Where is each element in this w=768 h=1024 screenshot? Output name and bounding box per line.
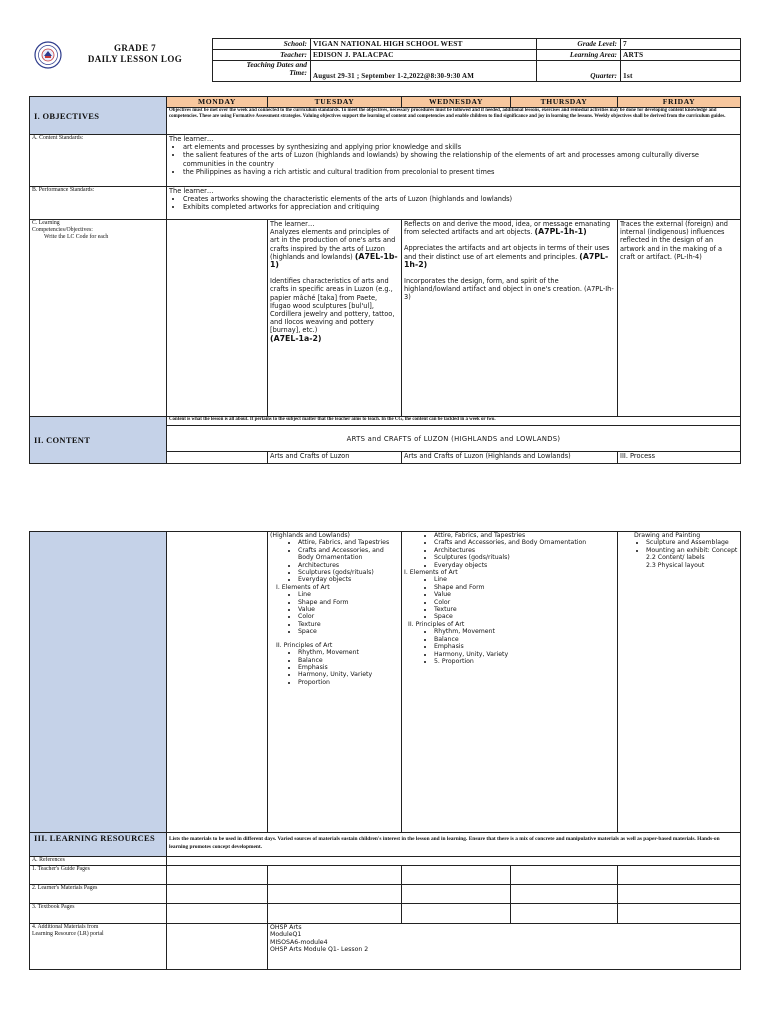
- lm-tuesday: [268, 885, 402, 904]
- competencies-label-line3: Write the LC Code for each: [44, 234, 109, 240]
- lr-value: OHSP Arts Module Q1- Lesson 2: [270, 946, 369, 954]
- principle-item: • Rhythm, Movement: [298, 649, 399, 656]
- lr-value: ModuleQ1: [270, 931, 302, 939]
- process-sub-item: 2.2 Content/ labels: [646, 554, 705, 562]
- quarter-label: Quarter:: [537, 61, 621, 82]
- process-sub-item: 2.3 Physical layout: [646, 561, 705, 569]
- learning-area-label: Learning Area:: [537, 50, 621, 61]
- principle-item: • Emphasis: [434, 643, 615, 650]
- lc-code: (A7PL-1h-2): [404, 251, 609, 269]
- competencies-wednesday: [402, 220, 618, 417]
- competencies-friday: Traces the external (foreign) and internal (indigenous) influences reflected in the design of an artwork and in the making of a craft or artifact. (PL-Ih-4): [618, 220, 741, 417]
- lm-thursday: [511, 885, 618, 904]
- school-value: VIGAN NATIONAL HIGH SCHOOL WEST: [311, 39, 537, 50]
- topic-item: • Everyday objects: [434, 562, 615, 569]
- performance-standards-intro: The learner…: [169, 187, 214, 195]
- content-title: ARTS and CRAFTS of LUZON (HIGHLANDS and LOWLANDS): [167, 426, 741, 452]
- elements-heading: I. Elements of Art: [276, 583, 330, 591]
- page2-left-band: [30, 532, 167, 833]
- performance-standard-item: • Creates artworks showing the characteristic elements of the arts of Luzon (highlands and lowlands): [183, 195, 738, 203]
- header-table: [212, 38, 741, 82]
- dates-label-line1: Teaching Dates and: [246, 60, 307, 69]
- principle-item: • Balance: [298, 657, 399, 664]
- topic-item: • Crafts and Accessories, and Body Ornamentation: [298, 547, 399, 562]
- process-item: • Sculpture and Assemblage: [646, 539, 738, 546]
- content-standards: [167, 135, 741, 187]
- content-heading: II. CONTENT: [30, 417, 167, 464]
- element-item: • Line: [298, 591, 399, 598]
- page2-tuesday: [268, 532, 402, 833]
- lm-monday: [167, 885, 268, 904]
- content-monday: [167, 452, 268, 464]
- tg-monday: [167, 866, 268, 885]
- objectives-heading: I. OBJECTIVES: [30, 97, 167, 135]
- form-title-grade: GRADE 7: [113, 43, 157, 53]
- teacher-value: EDISON J. PALACPAC: [311, 50, 537, 61]
- tb-monday: [167, 904, 268, 924]
- learners-materials-label: 2. Learner's Materials Pages: [30, 885, 167, 904]
- page2-monday: [167, 532, 268, 833]
- principle-item: • Harmony, Unity, Variety: [434, 651, 615, 658]
- textbook-pages-label: 3. Textbook Pages: [30, 904, 167, 924]
- principle-item: • Balance: [434, 636, 615, 643]
- competencies-tuesday: [268, 220, 402, 417]
- content-standard-item: • the salient features of the arts of Luzon (highlands and lowlands) by showing the relationship of the elements of art and processes among culturally diverse communities in the country: [183, 151, 738, 167]
- element-item: • Color: [434, 599, 615, 606]
- lr-portal-label-line2: Learning Resource (LR) portal: [32, 931, 104, 937]
- competencies-monday: [167, 220, 268, 417]
- topic-item: • Crafts and Accessories, and Body Ornamentation: [434, 539, 615, 546]
- school-label: School:: [213, 39, 311, 50]
- resources-note: Lists the materials to be used in different days. Varied sources of materials sustain children's interest in the lesson and in learning. Ensure that there is a mix of concrete and manipulative materials as well as paper-based materials. Hands-on learning promotes concept development.: [167, 833, 741, 857]
- element-item: • Space: [434, 613, 615, 620]
- page2-tuesday-top: (Highlands and Lowlands): [270, 532, 350, 539]
- references-label: A. References: [30, 857, 167, 866]
- resources-heading: III. LEARNING RESOURCES: [30, 833, 167, 857]
- competencies-wednesday-p3: Incorporates the design, form, and spirit of the highland/lowland artifact and object in one's creation. (A7PL-Ih-3): [404, 277, 614, 302]
- element-item: • Shape and Form: [434, 584, 615, 591]
- content-note: Content is what the lesson is all about. It pertains to the subject matter that the teacher aims to teach. In the CG, the content can be tackled in a week or two.: [167, 417, 741, 426]
- performance-standard-item: • Exhibits completed artworks for appreciation and critiquing: [183, 203, 738, 211]
- content-standards-label: A. Content Standards:: [30, 135, 167, 187]
- form-title-dll: DAILY LESSON LOG: [87, 54, 183, 64]
- day-tuesday: TUESDAY: [268, 97, 402, 108]
- elements-heading: I. Elements of Art: [404, 569, 458, 577]
- lc-code: (A7EL-1a-2): [270, 333, 322, 343]
- day-monday: MONDAY: [167, 97, 268, 108]
- references-cells: [167, 857, 741, 866]
- lr-portal-label-line1: 4. Additional Materials from: [32, 924, 99, 930]
- competencies-label: [30, 220, 167, 417]
- principle-item: • Emphasis: [298, 664, 399, 671]
- page2-friday: [618, 532, 741, 833]
- element-item: • Value: [298, 606, 399, 613]
- element-item: • Texture: [434, 606, 615, 613]
- content-tuesday: Arts and Crafts of Luzon: [268, 452, 402, 464]
- performance-standards: [167, 187, 741, 220]
- quarter-value: 1st: [621, 61, 741, 82]
- competencies-tuesday-p1: Analyzes elements and principles of art in the production of one's arts and crafts inspired by the arts of Luzon (highlands and lowlands): [270, 228, 396, 261]
- lr-portal-values: [268, 924, 741, 970]
- tb-wednesday: [402, 904, 511, 924]
- dates-label-line2: Time:: [289, 68, 307, 77]
- competencies-label-line2: Competencies/Objectives:: [32, 227, 93, 233]
- competencies-wednesday-p1: Reflects on and derive the mood, idea, or message emanating from selected artifacts and art objects.: [404, 220, 611, 237]
- dates-value: August 29-31 ; September 1-2,2022@8:30-9:30 AM: [311, 61, 537, 82]
- lr-value: OHSP Arts: [270, 924, 302, 931]
- deped-seal-logo: [34, 41, 62, 69]
- competencies-tuesday-intro: The learner…: [270, 220, 315, 228]
- content-wednesday: Arts and Crafts of Luzon (Highlands and Lowlands): [402, 452, 618, 464]
- grade-level-label: Grade Level:: [537, 39, 621, 50]
- topic-item: • Architectures: [434, 547, 615, 554]
- process-item: • Mounting an exhibit: Concept: [646, 547, 738, 554]
- content-standard-item: • art elements and processes by synthesizing and applying prior knowledge and skills: [183, 143, 738, 151]
- tg-thursday: [511, 866, 618, 885]
- page2-wednesday: [402, 532, 618, 833]
- page2-friday-top: Drawing and Painting: [634, 532, 701, 539]
- element-item: • Space: [298, 628, 399, 635]
- tg-tuesday: [268, 866, 402, 885]
- content-standard-item: • the Philippines as having a rich artistic and cultural tradition from precolonial to present times: [183, 168, 738, 176]
- principles-heading: II. Principles of Art: [276, 641, 333, 649]
- lr-value: MISOSA6-module4: [270, 938, 328, 946]
- day-wednesday: WEDNESDAY: [402, 97, 511, 108]
- tg-wednesday: [402, 866, 511, 885]
- tb-tuesday: [268, 904, 402, 924]
- principle-item: • 5. Proportion: [434, 658, 615, 665]
- dates-label: [213, 61, 311, 82]
- element-item: • Texture: [298, 621, 399, 628]
- element-item: • Line: [434, 576, 615, 583]
- teachers-guide-label: 1. Teacher's Guide Pages: [30, 866, 167, 885]
- day-friday: FRIDAY: [618, 97, 741, 108]
- lr-monday: [167, 924, 268, 970]
- day-thursday: THURSDAY: [511, 97, 618, 108]
- learning-area-value: ARTS: [621, 50, 741, 61]
- element-item: • Color: [298, 613, 399, 620]
- topic-item: • Architectures: [298, 562, 399, 569]
- teacher-label: Teacher:: [213, 50, 311, 61]
- tb-thursday: [511, 904, 618, 924]
- lm-friday: [618, 885, 741, 904]
- lesson-table-page2: [29, 531, 741, 970]
- lm-wednesday: [402, 885, 511, 904]
- grade-level-value: 7: [621, 39, 741, 50]
- topic-item: • Sculptures (gods/rituals): [434, 554, 615, 561]
- topic-item: • Attire, Fabrics, and Tapestries: [434, 532, 615, 539]
- topic-item: • Sculptures (gods/rituals): [298, 569, 399, 576]
- topic-item: • Attire, Fabrics, and Tapestries: [298, 539, 399, 546]
- competencies-tuesday-p2: Identifies characteristics of arts and crafts in specific areas in Luzon (e.g., papier mâché [taka] from Paete, Ifugao wood sculptures [bul'ul], Cordillera jewelry and pottery, tattoo, and Ilocos weaving and pottery [burnay], etc.): [270, 277, 395, 335]
- competencies-label-line1: C. Learning: [32, 220, 60, 226]
- tg-friday: [618, 866, 741, 885]
- principle-item: • Rhythm, Movement: [434, 628, 615, 635]
- lr-portal-label: [30, 924, 167, 970]
- tb-friday: [618, 904, 741, 924]
- competencies-wednesday-p2: Appreciates the artifacts and art objects in terms of their uses and their distinct use of art elements and principles.: [404, 244, 610, 261]
- principle-item: • Harmony, Unity, Variety: [298, 671, 399, 678]
- objectives-note: Objectives must be met over the week and connected to the curriculum standards. To meet the objectives, necessary procedures must be followed and if needed, additional lessons, exercises and remedial activities may be done for developing content knowledge and competencies. These are using Formative Assessment strategies. Valuing objectives support the learning of content and competencies and enable children to find significance and joy in learning the lessons. Weekly objectives shall be derived from the curriculum guides.: [167, 108, 741, 135]
- element-item: • Value: [434, 591, 615, 598]
- topic-item: • Everyday objects: [298, 576, 399, 583]
- principle-item: • Proportion: [298, 679, 399, 686]
- content-friday: III. Process: [618, 452, 741, 464]
- lc-code: (A7PL-1h-1): [534, 227, 587, 237]
- element-item: • Shape and Form: [298, 599, 399, 606]
- content-standards-intro: The learner…: [169, 135, 214, 143]
- performance-standards-label: B. Performance Standards:: [30, 187, 167, 220]
- lesson-table-page1: [29, 96, 741, 464]
- lc-code: (A7EL-1b-1): [270, 251, 398, 270]
- principles-heading: II. Principles of Art: [408, 620, 465, 628]
